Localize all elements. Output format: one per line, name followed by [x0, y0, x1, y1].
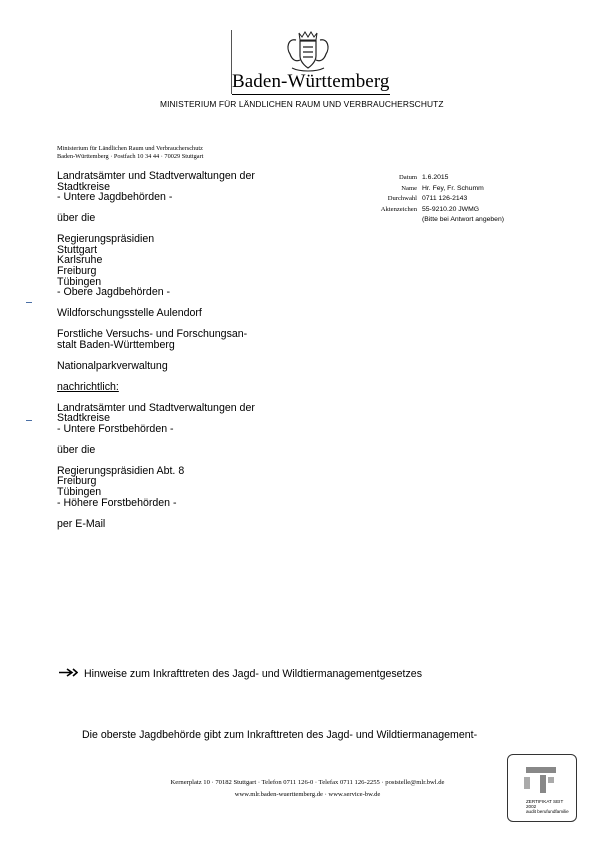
- address-line: Tübingen: [57, 485, 102, 498]
- recipient-address: [57, 171, 297, 540]
- arrow-pointer-icon: [58, 668, 78, 677]
- state-coat-of-arms-icon: [282, 30, 334, 74]
- audit-family-friendly-icon: [518, 763, 566, 797]
- address-line: Freiburg: [57, 475, 97, 488]
- reference-value: 1.6.2015: [422, 174, 449, 181]
- reference-info: [340, 173, 504, 226]
- certificate-line: ZERTIFIKAT SEIT 2002: [526, 799, 564, 810]
- fold-mark: [26, 420, 32, 421]
- brand-underline: [232, 94, 390, 95]
- certificate-text: [526, 799, 572, 815]
- delivery-method: per E-Mail: [57, 517, 106, 530]
- address-line: Karlsruhe: [57, 254, 103, 267]
- reference-value: 0711 126-2143: [422, 195, 468, 203]
- sender-return-address: [57, 145, 203, 161]
- reference-key: [340, 215, 422, 226]
- address-line: Stadtkreise: [57, 180, 110, 193]
- reference-key: Datum: [399, 174, 417, 181]
- recipient-block: [57, 171, 297, 203]
- address-line: Stuttgart: [57, 243, 98, 256]
- reference-row: [340, 205, 504, 216]
- sender-line: Baden-Württemberg · Postfach 10 34 44 · 70029 Stuttgart: [57, 153, 204, 160]
- reference-row: [340, 184, 504, 195]
- address-line: Stadtkreise: [57, 412, 110, 425]
- reference-value: Hr. Fey, Fr. Schumm: [422, 184, 484, 192]
- recipient-block: [57, 403, 297, 435]
- reference-key: Name: [401, 184, 417, 192]
- fold-mark: [26, 302, 32, 303]
- address-line: Tübingen: [57, 275, 102, 288]
- via-label: über die: [57, 443, 96, 456]
- address-line: - Höhere Forstbehörden -: [57, 496, 177, 509]
- body-text: Die oberste Jagdbehörde gibt zum Inkrafttreten des Jagd- und Wildtiermanagement-: [82, 729, 478, 741]
- reference-row: [340, 215, 504, 226]
- address-line: Landratsämter und Stadtverwaltungen der: [57, 401, 255, 414]
- recipient-block: Wildforschungsstelle Aulendorf: [57, 307, 202, 320]
- footer-websites: www.mlr.baden-wuerttemberg.de · www.service-bw.de: [234, 791, 381, 798]
- reference-row: [340, 194, 504, 205]
- reference-key: Aktenzeichen: [380, 205, 417, 213]
- address-line: Landratsämter und Stadtverwaltungen der: [57, 170, 255, 182]
- address-line: stalt Baden-Württemberg: [57, 338, 175, 351]
- address-line: Freiburg: [57, 264, 97, 277]
- via-label: über die: [57, 212, 96, 225]
- recipient-block: [57, 329, 297, 350]
- recipient-block: [57, 234, 297, 298]
- ministry-name: MINISTERIUM FÜR LÄNDLICHEN RAUM UND VERBRAUCHERSCHUTZ: [160, 99, 444, 109]
- reference-row: [340, 173, 504, 184]
- footer-contact: Kernerplatz 10 · 70182 Stuttgart · Telefon 0711 126-0 · Telefax 0711 126-2255 · poststelle@mlr.bwl.de: [170, 779, 445, 786]
- subject-text: Hinweise zum Inkrafttreten des Jagd- und Wildtiermanagementgesetzes: [84, 668, 422, 680]
- audit-certificate-badge: [507, 754, 577, 822]
- address-line: Regierungspräsidien Abt. 8: [57, 464, 185, 477]
- cc-label: nachrichtlich:: [57, 380, 119, 393]
- address-line: - Untere Jagdbehörden -: [57, 191, 173, 204]
- certificate-line: audit berufundfamilie: [526, 809, 569, 815]
- address-line: - Obere Jagdbehörden -: [57, 286, 171, 299]
- recipient-block: [57, 466, 297, 508]
- address-line: - Untere Forstbehörden -: [57, 422, 174, 435]
- subject-line: [58, 668, 422, 680]
- reference-key: Durchwahl: [387, 195, 417, 203]
- brand-wordmark: Baden-Württemberg: [232, 71, 390, 92]
- address-line: Regierungspräsidien: [57, 233, 155, 246]
- recipient-block: Nationalparkverwaltung: [57, 359, 168, 372]
- sender-line: Ministerium für Ländlichen Raum und Verbraucherschutz: [57, 145, 203, 152]
- page-footer: [100, 777, 515, 801]
- reference-value: 55-9210.20 JWMG: [422, 205, 480, 213]
- address-line: Forstliche Versuchs- und Forschungsan-: [57, 328, 248, 341]
- reference-note: (Bitte bei Antwort angeben): [422, 216, 504, 224]
